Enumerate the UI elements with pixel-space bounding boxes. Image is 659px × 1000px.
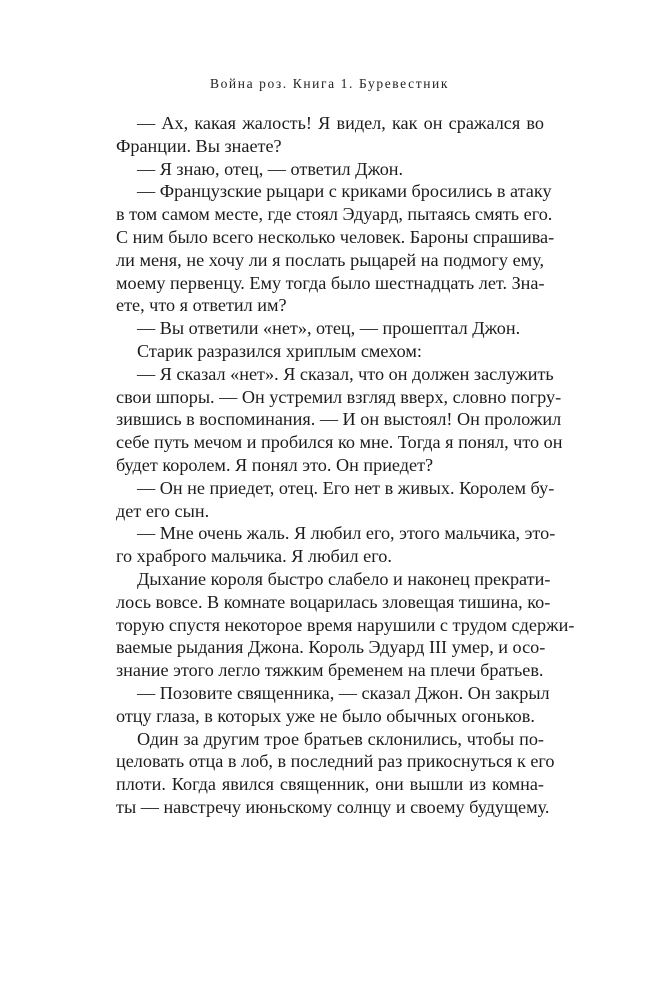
text-line: Дыхание короля быстро слабело и наконец прекрати-	[137, 568, 551, 589]
text-line: — Вы ответили «нет», отец, — прошептал Джон.	[137, 318, 521, 339]
text-line: зившись в воспоминания. — И он выстоял! Он проложил	[116, 409, 562, 430]
text-line: Старик разразился хриплым смехом:	[137, 340, 422, 361]
text-line: Один за другим трое братьев склонились, чтобы по-	[137, 728, 544, 749]
text-line: — Мне очень жаль. Я любил его, этого мальчика, это-	[137, 523, 556, 544]
text-line: ваемые рыдания Джона. Король Эдуард III умер, и осо-	[116, 637, 546, 658]
text-line: себе путь мечом и пробился ко мне. Тогда я понял, что он	[116, 432, 563, 453]
text-line: торую спустя некоторое время нарушили с трудом сдержи-	[116, 614, 575, 635]
running-header: Война роз. Книга 1. Буревестник	[209, 76, 450, 91]
text-line: — Я знаю, отец, — ответил Джон.	[137, 158, 404, 179]
text-line: знание этого легло тяжким бременем на плечи братьев.	[116, 660, 544, 681]
text-line: — Он не приедет, отец. Его нет в живых. Королем бу-	[137, 477, 555, 498]
text-line: С ним было всего несколько человек. Бароны спрашива-	[116, 226, 555, 247]
text-line: целовать отца в лоб, в последний раз прикоснуться к его	[116, 751, 555, 772]
text-line: ете, что я ответил им?	[116, 295, 287, 316]
text-line: лось вовсе. В комнате воцарилась зловещая тишина, ко-	[116, 591, 551, 612]
text-line: ли меня, не хочу ли я послать рыцарей на подмогу ему,	[116, 249, 544, 270]
text-line: отцу глаза, в которых уже не было обычных огоньков.	[116, 705, 535, 726]
text-line: ты — навстречу июньскому солнцу и своему будущему.	[116, 796, 550, 817]
text-line: свои шпоры. — Он устремил взгляд вверх, словно погру-	[116, 386, 562, 407]
text-line: плоти. Когда явился священник, они вышли из комна-	[116, 774, 544, 795]
body-text	[116, 112, 575, 819]
text-line: дет его сын.	[116, 500, 210, 521]
text-line: — Я сказал «нет». Я сказал, что он должен заслужить	[137, 363, 554, 384]
text-line: будет королем. Я понял это. Он приедет?	[116, 454, 434, 475]
text-line: моему первенцу. Ему тогда было шестнадцать лет. Зна-	[116, 272, 545, 293]
text-line: — Французские рыцари с криками бросились в атаку	[137, 181, 552, 202]
text-line: — Позовите священника, — сказал Джон. Он закрыл	[137, 682, 550, 703]
text-line: го храброго мальчика. Я любил его.	[116, 546, 392, 567]
text-line: Франции. Вы знаете?	[116, 135, 282, 156]
text-line: — Ах, какая жалость! Я видел, как он сражался во	[137, 113, 544, 133]
text-line: в том самом месте, где стоял Эдуард, пытаясь смять его.	[116, 204, 553, 225]
